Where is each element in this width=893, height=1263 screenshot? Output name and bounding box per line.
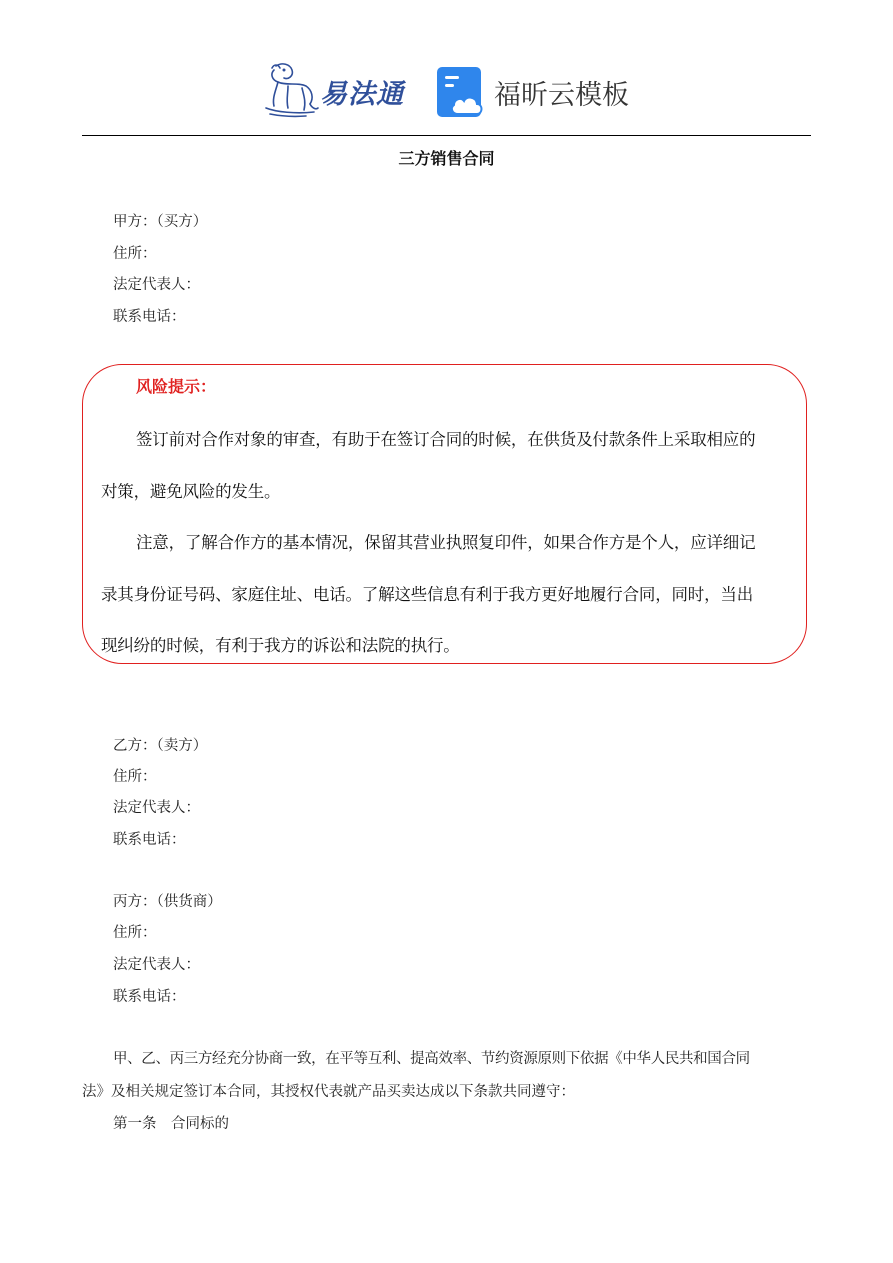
page-header	[0, 0, 893, 136]
party-a-address: 住所：	[113, 246, 157, 262]
party-c-label: 丙方：（供货商）	[113, 894, 222, 910]
party-c-address: 住所：	[113, 925, 157, 941]
party-b-address: 住所：	[113, 769, 157, 785]
party-c-rep: 法定代表人：	[113, 957, 200, 973]
qilin-icon	[262, 60, 322, 118]
risk-tip-box	[82, 364, 807, 664]
yifatong-logo	[262, 60, 412, 120]
foxit-cloud-template-text: 福昕云模板	[494, 80, 629, 111]
article-1-heading: 第一条 合同标的	[113, 1116, 229, 1132]
party-c-phone: 联系电话：	[113, 989, 186, 1005]
header-divider	[82, 135, 811, 136]
risk-tip-line: 对策，避免风险的发生。	[101, 482, 281, 501]
risk-tip-line: 录其身份证号码、家庭住址、电话。了解这些信息有利于我方更好地履行合同，同时，当出	[101, 585, 754, 604]
intro-paragraph-line: 法》及相关规定签订本合同，其授权代表就产品买卖达成以下条款共同遵守：	[82, 1084, 575, 1100]
risk-tip-line: 现纠纷的时候，有利于我方的诉讼和法院的执行。	[101, 636, 460, 655]
risk-tip-line: 签订前对合作对象的审查，有助于在签订合同的时候，在供货及付款条件上采取相应的	[136, 430, 756, 449]
party-a-rep: 法定代表人：	[113, 277, 200, 293]
yifatong-logo-text: 易法通	[320, 79, 404, 110]
party-b-phone: 联系电话：	[113, 832, 186, 848]
party-a-phone: 联系电话：	[113, 309, 186, 325]
risk-tip-line: 注意，了解合作方的基本情况，保留其营业执照复印件，如果合作方是个人，应详细记	[136, 533, 756, 552]
document-title: 三方销售合同	[398, 149, 495, 168]
intro-paragraph-line: 甲、乙、丙三方经充分协商一致，在平等互利、提高效率、节约资源原则下依据《中华人民共和国合同	[113, 1051, 750, 1067]
party-a-label: 甲方：（买方）	[113, 214, 208, 230]
risk-tip-title: 风险提示：	[136, 377, 217, 396]
cloud-document-icon	[436, 66, 488, 118]
party-b-rep: 法定代表人：	[113, 800, 200, 816]
party-b-label: 乙方：（卖方）	[113, 738, 208, 754]
